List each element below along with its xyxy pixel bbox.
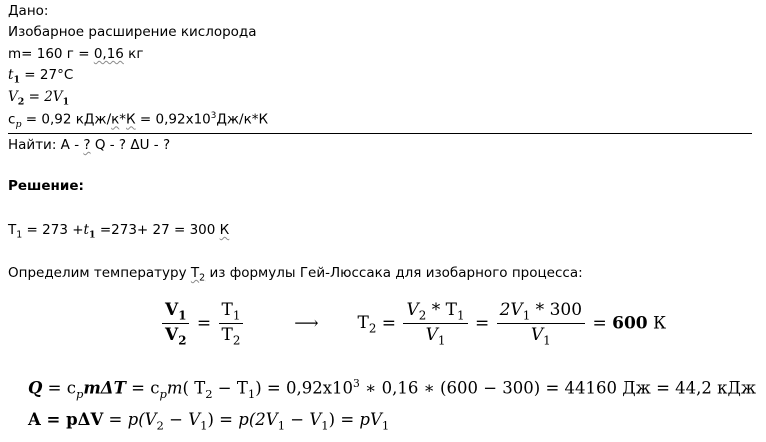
t1-line: $t_1 = 27^\circ С$ <box>8 67 74 86</box>
divider-line <box>8 133 752 134</box>
arrow-icon: ⟶ <box>294 313 319 334</box>
v2-line: $V_2 = 2V_1$ <box>8 89 70 108</box>
t2-result: 600 <box>612 313 648 334</box>
fraction-2v1-300-v1: $\frac{2V_1 * 300}{V_1}$ <box>497 300 585 348</box>
given-heading: Дано: <box>8 3 49 19</box>
determine-line: Определим температуру $Т_2$ из формулы Гей-Люссака для изобарного процесса: <box>8 265 583 284</box>
fraction-v2t1-v1: $\frac{V_2 * T_1}{V_1}$ <box>403 300 467 348</box>
find-line: Найти: А - ? Q - ? ΔU - ? <box>8 137 171 153</box>
work-formula: $A = p\Delta V = p(V_2 - V_1) = p(2V_1 - V_1) = pV_1$ <box>28 410 390 433</box>
mass-line: m= 160 г = 0,16 кг <box>8 46 144 62</box>
fraction-t1-t2: $\frac{T_1}{T_2}$ <box>219 300 244 348</box>
fraction-v1-v2: $\frac{V_1}{V_2}$ <box>162 300 189 348</box>
process-text: Изобарное расширение кислорода <box>8 24 257 40</box>
gay-lussac-formula: $\frac{V_1}{V_2}$ = $\frac{T_1}{T_2}$ ⟶ $T_2$ = $\frac{V_2 * T_1}{V_1}$ = $\frac{2V_1 * 300}{V_1}$ = 600 К <box>160 300 666 348</box>
t1-calc-line: $T_1 = 273 +t_1 =273+ 27 = 300$ К <box>8 222 230 241</box>
heat-formula: $Q = c_pm\Delta T = c_pm$( $T_2 - T_1) = 0,92х10^3$ ∗ 0,16 ∗ (600 − 300) = 44160 Дж = 44,2 кДж <box>28 377 757 401</box>
solution-heading: Решение: <box>8 178 84 194</box>
cp-line: $c_p = 0,92$ $кДж/к*К = 0,92х10^3Дж/к*К$ <box>8 111 269 131</box>
t2-label: $T_2$ <box>357 313 377 336</box>
